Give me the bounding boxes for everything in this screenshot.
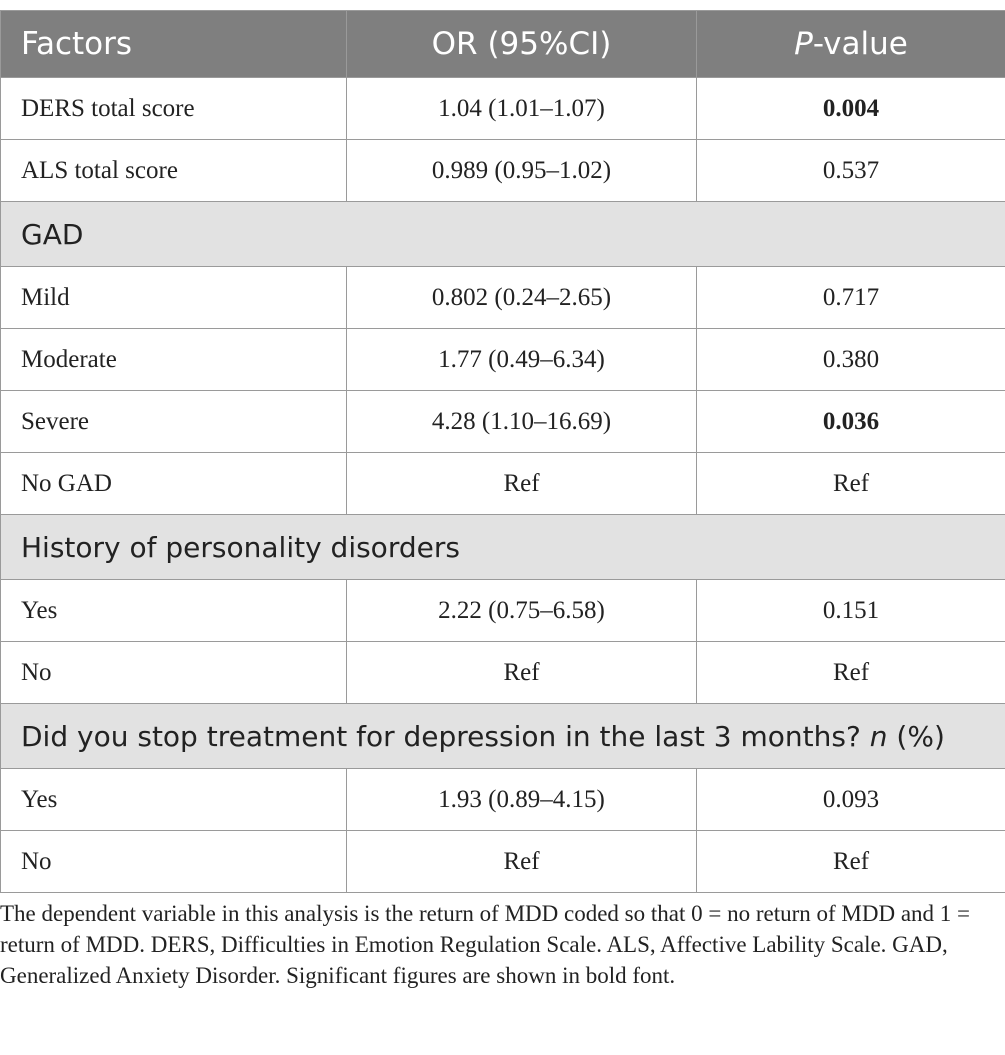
factor-cell: Mild (1, 267, 347, 329)
factor-cell: Severe (1, 391, 347, 453)
header-factors: Factors (1, 11, 347, 78)
or-cell: 2.22 (0.75–6.58) (347, 580, 697, 642)
p-value-cell: 0.717 (697, 267, 1005, 329)
table-row (1, 769, 1005, 831)
table-row (1, 453, 1005, 515)
p-value-cell: 0.036 (697, 391, 1005, 453)
table-row (1, 831, 1005, 893)
header-p-rest: -value (812, 26, 908, 62)
or-cell: 1.77 (0.49–6.34) (347, 329, 697, 391)
group-title-suffix: (%) (896, 719, 945, 753)
or-cell: 1.93 (0.89–4.15) (347, 769, 697, 831)
factor-cell: No (1, 831, 347, 893)
factor-cell: No GAD (1, 453, 347, 515)
p-value-cell: 0.093 (697, 769, 1005, 831)
table-row (1, 78, 1005, 140)
p-value-cell: 0.004 (697, 78, 1005, 140)
or-cell: 1.04 (1.01–1.07) (347, 78, 697, 140)
factor-cell: Moderate (1, 329, 347, 391)
group-title: GAD (1, 202, 1005, 267)
factor-cell: Yes (1, 580, 347, 642)
table-header-row (1, 11, 1005, 78)
p-value-cell: Ref (697, 642, 1005, 704)
header-p-italic: P (794, 26, 813, 62)
table-row (1, 391, 1005, 453)
header-or: OR (95%CI) (347, 11, 697, 78)
or-cell: 4.28 (1.10–16.69) (347, 391, 697, 453)
or-cell: 0.989 (0.95–1.02) (347, 140, 697, 202)
p-value-cell: 0.380 (697, 329, 1005, 391)
table-row (1, 267, 1005, 329)
table-footnote: The dependent variable in this analysis is the return of MDD coded so that 0 = no return of MDD and 1 = return of MDD. DERS, Difficulties in Emotion Regulation Scale. ALS, Affective Lability Scale. GAD, Generalized Anxiety Disorder. Significant figures are shown in bold font. (0, 901, 970, 988)
factor-cell: DERS total score (1, 78, 347, 140)
factor-cell: ALS total score (1, 140, 347, 202)
or-cell: 0.802 (0.24–2.65) (347, 267, 697, 329)
factor-cell: No (1, 642, 347, 704)
group-header-gad (1, 202, 1005, 267)
p-value-cell: Ref (697, 831, 1005, 893)
group-title: History of personality disorders (1, 515, 1005, 580)
p-value-cell: 0.537 (697, 140, 1005, 202)
group-title-cell (1, 704, 1005, 769)
group-title-n: n (869, 719, 888, 753)
header-p-value (697, 11, 1005, 78)
table-row (1, 329, 1005, 391)
group-title: Did you stop treatment for depression in the last 3 months? (21, 719, 861, 753)
table-row (1, 140, 1005, 202)
or-cell: Ref (347, 831, 697, 893)
group-header-personality-disorders (1, 515, 1005, 580)
p-value-cell: Ref (697, 453, 1005, 515)
or-cell: Ref (347, 453, 697, 515)
results-table (0, 10, 1005, 893)
or-cell: Ref (347, 642, 697, 704)
group-header-stopped-treatment (1, 704, 1005, 769)
factor-cell: Yes (1, 769, 347, 831)
p-value-cell: 0.151 (697, 580, 1005, 642)
table-row (1, 580, 1005, 642)
table-row (1, 642, 1005, 704)
